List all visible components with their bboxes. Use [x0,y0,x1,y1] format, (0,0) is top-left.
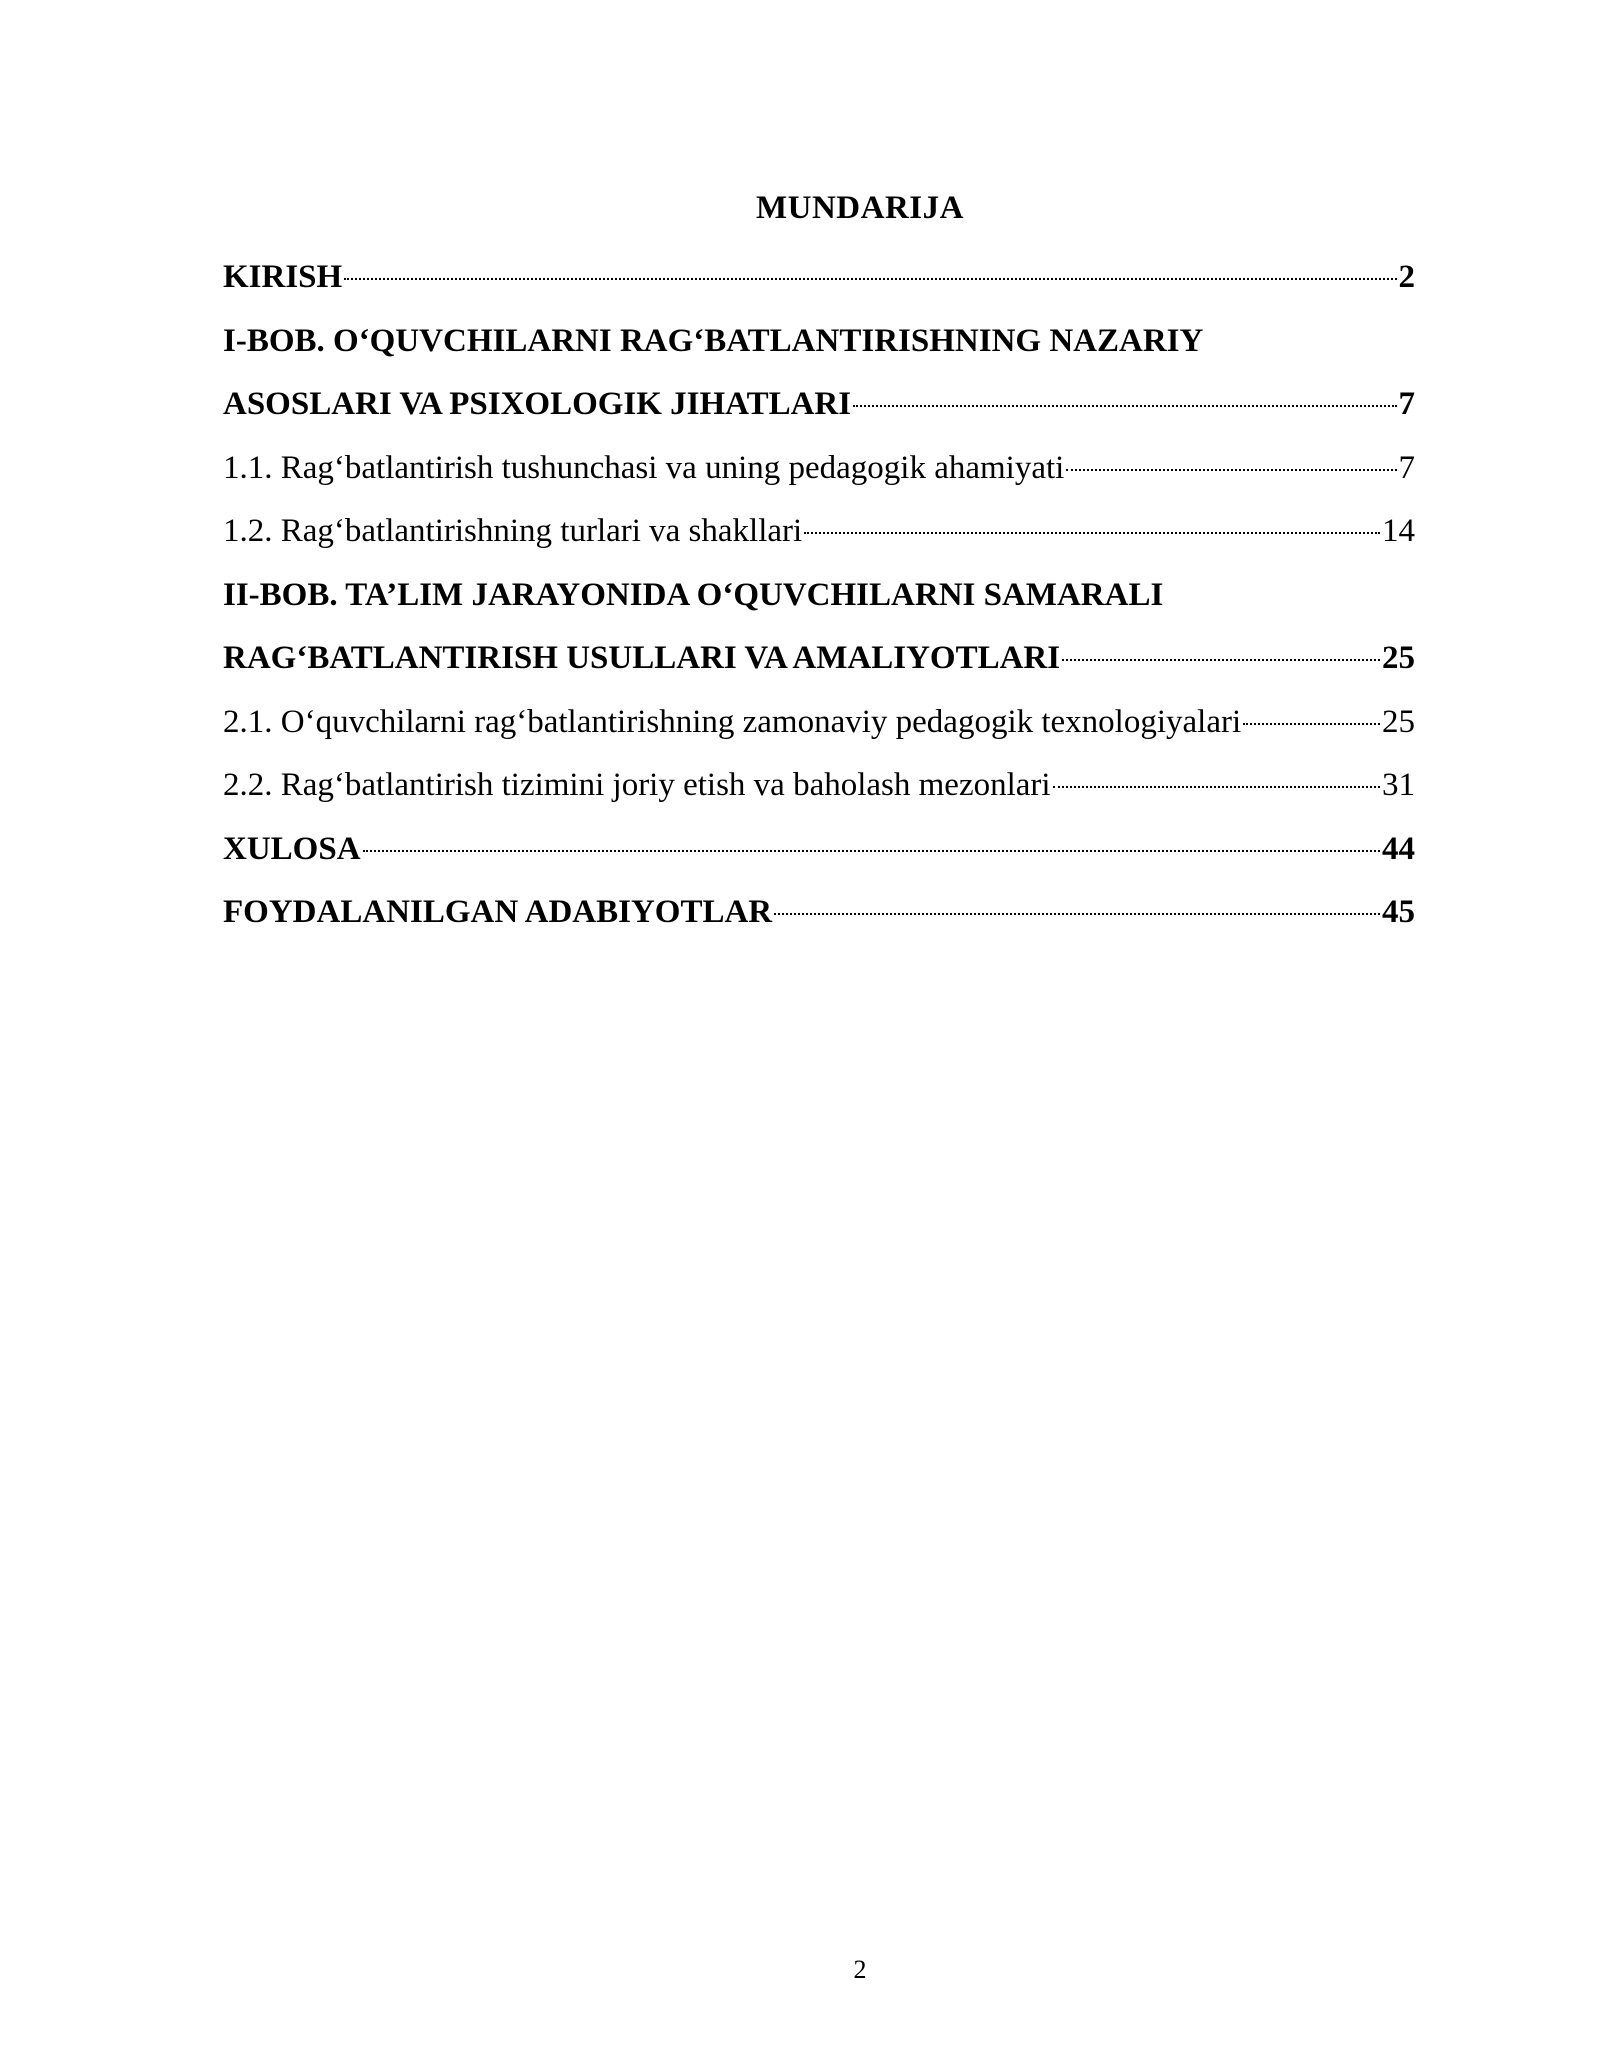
table-of-contents [223,246,1415,945]
dot-leader [1243,723,1380,725]
toc-entry-chapter2-line1[interactable] [223,564,1415,628]
toc-entry-page: 25 [1382,640,1415,676]
toc-entry-label: FOYDALANILGAN ADABIYOTLAR [223,894,773,930]
toc-entry-page: 7 [1398,449,1415,486]
toc-entry-section-2-1[interactable] [223,691,1415,755]
dot-leader [774,913,1380,915]
toc-entry-label: RAG‘BATLANTIRISH USULLARI VA AMALIYOTLARI [223,640,1061,676]
toc-entry-references[interactable] [223,881,1415,945]
toc-entry-label: KIRISH [223,259,343,295]
toc-entry-label: 2.1. O‘quvchilarni rag‘batlantirishning zamonaviy pedagogik texnologiyalari [223,703,1242,740]
dot-leader [344,278,1396,280]
toc-entry-chapter1-line1[interactable] [223,310,1415,374]
toc-entry-section-1-2[interactable] [223,500,1415,564]
toc-entry-chapter1[interactable] [223,373,1415,437]
toc-entry-section-1-1[interactable] [223,437,1415,501]
dot-leader [1062,659,1380,661]
toc-entry-label: 1.2. Rag‘batlantirishning turlari va shakllari [223,513,803,549]
toc-entry-label: XULOSA [223,830,361,867]
toc-heading: MUNDARIJA [756,190,964,226]
toc-entry-label: I-BOB. O‘QUVCHILARNI RAG‘BATLANTIRISHNING NAZARIY [223,322,1204,359]
toc-entry-kirish[interactable] [223,246,1415,310]
dot-leader [363,850,1380,852]
toc-entry-page: 45 [1382,894,1415,930]
toc-entry-page: 25 [1382,703,1415,740]
toc-entry-page: 14 [1382,513,1415,549]
dot-leader [853,405,1396,407]
toc-entry-chapter2[interactable] [223,627,1415,691]
toc-entry-label: II-BOB. TA’LIM JARAYONIDA O‘QUVCHILARNI SAMARALI [223,576,1164,613]
dot-leader [1066,469,1396,471]
toc-entry-page: 44 [1382,830,1415,867]
toc-entry-page: 2 [1398,259,1415,295]
toc-entry-xulosa[interactable] [223,818,1415,882]
dot-leader [1053,786,1380,788]
toc-entry-page: 7 [1398,386,1415,422]
toc-entry-page: 31 [1382,767,1415,803]
toc-entry-section-2-2[interactable] [223,754,1415,818]
toc-entry-label: 2.2. Rag‘batlantirish tizimini joriy etish va baholash mezonlari [223,767,1051,803]
toc-entry-label: 1.1. Rag‘batlantirish tushunchasi va uning pedagogik ahamiyati [223,449,1065,486]
page-number: 2 [853,1955,867,1984]
toc-entry-label: ASOSLARI VA PSIXOLOGIK JIHATLARI [223,386,852,422]
dot-leader [804,532,1380,534]
